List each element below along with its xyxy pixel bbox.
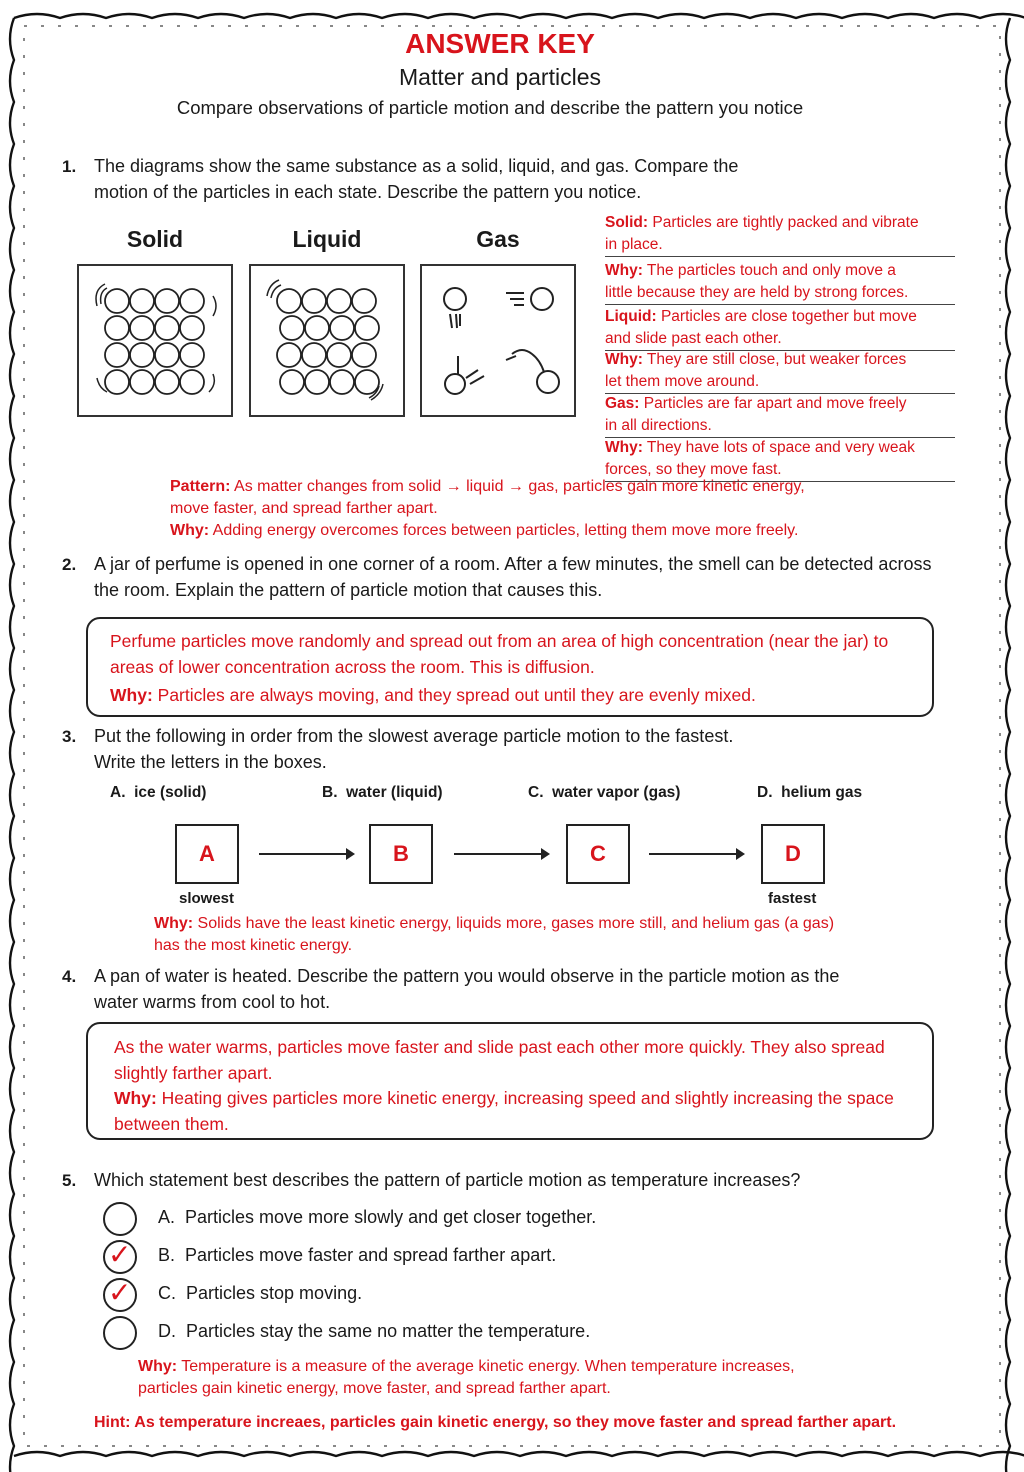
- arrow-icon: [259, 853, 353, 855]
- why-text: Particles are always moving, and they spread out until they are evenly mixed.: [152, 685, 756, 705]
- gas-particle: [445, 374, 465, 394]
- particle: [305, 316, 329, 340]
- option-d-label: D. helium gas: [757, 784, 863, 801]
- particle: [130, 289, 154, 313]
- question-4-answer-box: [86, 1022, 934, 1140]
- question-3-line-1: Put the following in order from the slowest average particle motion to the fastest.: [94, 726, 734, 746]
- question-3-text: [94, 723, 954, 775]
- option-d-text: D. Particles stay the same no matter the temperature.: [158, 1321, 591, 1341]
- arrow-icon: [454, 853, 548, 855]
- answer-line: Gas: Particles are far apart and move freely: [605, 395, 907, 412]
- check-icon: ✓: [108, 1277, 132, 1308]
- worksheet-subtitle: Compare observations of particle motion and describe the pattern you notice: [176, 97, 804, 118]
- order-box-2[interactable]: B: [369, 824, 433, 884]
- question-2-number: 2.: [62, 555, 77, 574]
- question-3-number: 3.: [62, 727, 77, 746]
- particle: [327, 289, 351, 313]
- answer-line: in all directions.: [605, 415, 955, 438]
- particle: [180, 316, 204, 340]
- question-2-why: [110, 682, 910, 708]
- particle: [352, 343, 376, 367]
- option-a-label: A. ice (solid): [110, 784, 207, 801]
- particle: [277, 289, 301, 313]
- question-5-why: Why: Temperature is a measure of the average kinetic energy. When temperature increases, particles gain kinetic energy, move faster, and spread farther apart.: [138, 1358, 795, 1397]
- question-2-text: A jar of perfume is opened in one corner of a room. After a few minutes, the smell can be detected across the room. Explain the pattern of particle motion that causes this.: [94, 554, 932, 600]
- option-b-label: B. water (liquid): [322, 784, 443, 801]
- pattern-why-key: Why:: [170, 522, 210, 539]
- solid-label: Solid: [126, 226, 184, 252]
- pattern-key: Pattern:: [170, 478, 231, 495]
- particle: [180, 289, 204, 313]
- arrow-icon: [649, 853, 743, 855]
- answer-line: in place.: [605, 234, 955, 257]
- answer-key-heading: ANSWER KEY: [405, 28, 595, 59]
- question-3-why: Why: Solids have the least kinetic energy, liquids more, gases more still, and helium gas (a gas) has the most kinetic energy.: [154, 915, 835, 954]
- gas-label: Gas: [476, 226, 520, 252]
- particle: [305, 370, 329, 394]
- gas-particle: [537, 371, 559, 393]
- particle: [330, 370, 354, 394]
- particle: [302, 343, 326, 367]
- answer-line: forces, so they move fast.: [605, 459, 955, 482]
- liquid-diagram: [249, 264, 405, 417]
- pattern-text-2: move faster, and spread farther apart.: [170, 500, 438, 517]
- liquid-label: Liquid: [292, 226, 362, 252]
- gas-diagram: [420, 264, 576, 417]
- option-a-radio[interactable]: [103, 1202, 137, 1236]
- question-1-text: The diagrams show the same substance as a solid, liquid, and gas. Compare the motion of the particles in each state. Describe the pattern you notice.: [94, 156, 739, 202]
- particle: [302, 289, 326, 313]
- particle: [155, 343, 179, 367]
- answer-line: Solid: Particles are tightly packed and vibrate: [605, 214, 919, 231]
- answer-line: and slide past each other.: [605, 328, 955, 351]
- slowest-label: slowest: [179, 890, 235, 907]
- answer-line: Why: The particles touch and only move a: [605, 262, 896, 279]
- pattern-text: As matter changes from solid → liquid → gas, particles gain more kinetic energy,: [230, 478, 805, 495]
- particle: [105, 370, 129, 394]
- answer-line: little because they are held by strong forces.: [605, 282, 955, 305]
- option-d-radio[interactable]: [103, 1316, 137, 1350]
- question-2-answer-box: [86, 617, 934, 717]
- particle: [355, 316, 379, 340]
- question-4-why: Why: Heating gives particles more kinetic energy, increasing speed and slightly increasing the space between them.: [114, 1088, 894, 1134]
- particle: [155, 370, 179, 394]
- particle: [277, 343, 301, 367]
- particle: [330, 316, 354, 340]
- gas-particle: [444, 288, 466, 310]
- option-b-text: B. Particles move faster and spread farther apart.: [158, 1245, 557, 1265]
- particle: [280, 370, 304, 394]
- option-c-label: C. water vapor (gas): [528, 784, 681, 801]
- option-c-text: C. Particles stop moving.: [158, 1283, 363, 1303]
- particle: [180, 343, 204, 367]
- particle: [130, 370, 154, 394]
- pattern-why: Adding energy overcomes forces between particles, letting them move more freely.: [209, 522, 799, 539]
- particle: [355, 370, 379, 394]
- order-box-3[interactable]: C: [566, 824, 630, 884]
- gas-particle: [531, 288, 553, 310]
- order-box-1[interactable]: A: [175, 824, 239, 884]
- question-4-number: 4.: [62, 967, 77, 986]
- particle: [155, 289, 179, 313]
- question-5-number: 5.: [62, 1171, 77, 1190]
- particle: [105, 316, 129, 340]
- particle: [130, 343, 154, 367]
- answer-line: Why: They have lots of space and very weak: [605, 439, 915, 456]
- particle: [180, 370, 204, 394]
- fastest-label: fastest: [768, 890, 817, 907]
- answer-line: let them move around.: [605, 371, 955, 394]
- question-4-answer: As the water warms, particles move faster and slide past each other more quickly. They also spread slightly farther apart.: [114, 1037, 885, 1083]
- hint-text: Hint: As temperature increaes, particles gain kinetic energy, so they move faster and spread farther apart.: [94, 1414, 897, 1431]
- check-icon: ✓: [108, 1239, 132, 1270]
- solid-diagram: [77, 264, 233, 417]
- question-4-text: A pan of water is heated. Describe the pattern you would observe in the particle motion as the water warms from cool to hot.: [94, 966, 840, 1012]
- particle: [130, 316, 154, 340]
- question-5-text: Which statement best describes the pattern of particle motion as temperature increases?: [94, 1170, 801, 1190]
- particle: [280, 316, 304, 340]
- particle: [352, 289, 376, 313]
- worksheet-title: Matter and particles: [399, 64, 601, 90]
- particle: [327, 343, 351, 367]
- question-1-number: 1.: [62, 157, 77, 176]
- option-a-text: A. Particles move more slowly and get closer together.: [158, 1207, 597, 1227]
- particle: [105, 289, 129, 313]
- particle: [155, 316, 179, 340]
- question-3-line-2: Write the letters in the boxes.: [94, 752, 327, 772]
- particle: [105, 343, 129, 367]
- why-key: Why:: [110, 685, 153, 705]
- pattern-answer: [170, 476, 930, 542]
- answer-line: Liquid: Particles are close together but move: [605, 308, 917, 325]
- answer-line: Why: They are still close, but weaker forces: [605, 351, 907, 368]
- order-box-4[interactable]: D: [761, 824, 825, 884]
- question-2-answer: Perfume particles move randomly and spread out from an area of high concentration (near the jar) to areas of lower concentration across the room. This is diffusion.: [110, 631, 889, 677]
